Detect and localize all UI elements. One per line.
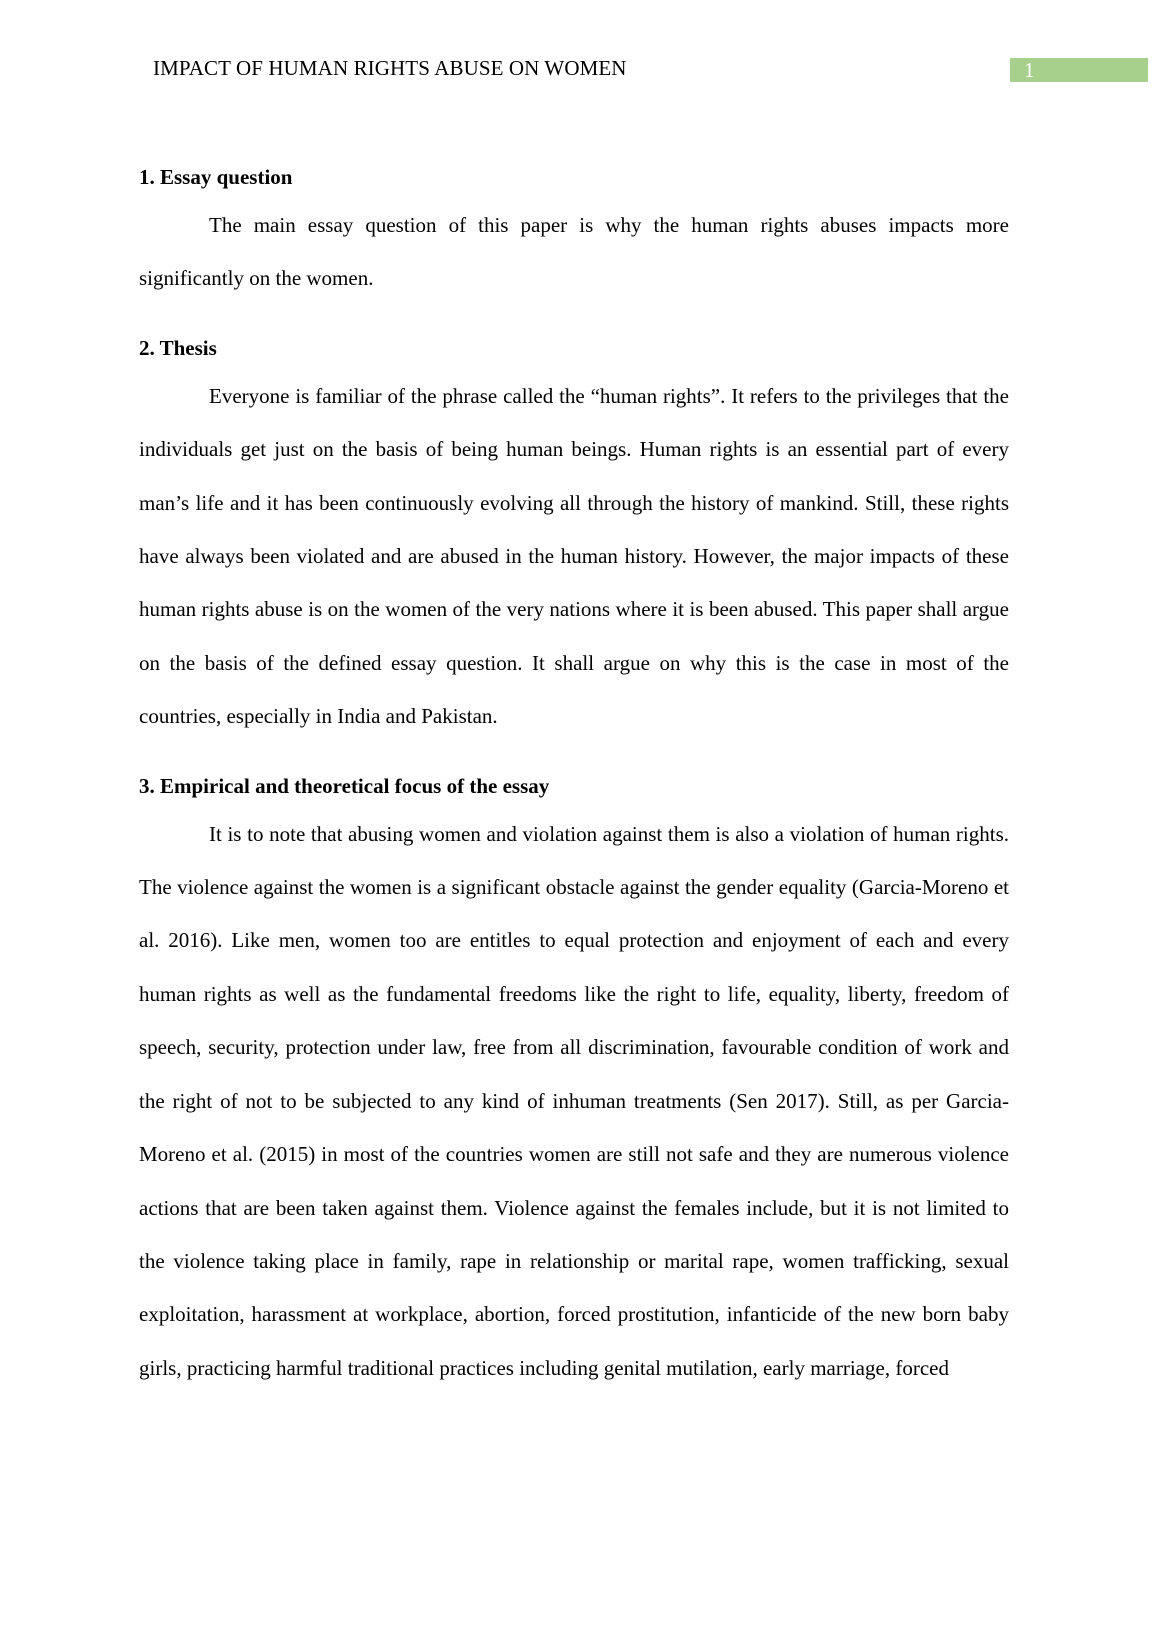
section-paragraph: It is to note that abusing women and violation against them is also a violation of human rights. The violence against the women is a significant obstacle against the gender equality (Garcia-Moreno et al. 2016). Like men, women too are entitles to equal protection and enjoyment of each and every human rights as well as the fundamental freedoms like the right to life, equality, liberty, freedom of speech, security, protection under law, free from all discrimination, favourable condition of work and the right of not to be subjected to any kind of inhuman treatments (Sen 2017). Still, as per Garcia-Moreno et al. (2015) in most of the countries women are still not safe and they are numerous violence actions that are been taken against them. Violence against the females include, but it is not limited to the violence taking place in family, rape in relationship or marital rape, women trafficking, sexual exploitation, harassment at workplace, abortion, forced prostitution, infanticide of the new born baby girls, practicing harmful traditional practices including genital mutilation, early marriage, forced [139,821,1009,1380]
section-heading: 2. Thesis [139,335,217,360]
page-number-badge [1010,58,1148,82]
section-heading: 1. Essay question [139,165,293,189]
page-number: 1 [1024,58,1035,82]
running-head-title: IMPACT OF HUMAN RIGHTS ABUSE ON WOMEN [153,56,627,80]
section-heading: 3. Empirical and theoretical focus of the essay [139,773,550,798]
document-body [139,155,1009,1395]
section-paragraph: The main essay question of this paper is why the human rights abuses impacts more significantly on the women. [139,213,1009,291]
section-thesis [139,326,1009,744]
section-paragraph: Everyone is familiar of the phrase called the “human rights”. It refers to the privileges that the individuals get just on the basis of being human beings. Human rights is an essential part of every man’s life and it has been continuously evolving all through the history of mankind. Still, these rights have always been violated and are abused in the human history. However, the major impacts of these human rights abuse is on the women of the very nations where it is been abused. This paper shall argue on the basis of the defined essay question. It shall argue on why this is the case in most of the countries, especially in India and Pakistan. [139,383,1009,729]
section-essay-question [139,155,1009,306]
section-empirical-focus [139,764,1009,1395]
